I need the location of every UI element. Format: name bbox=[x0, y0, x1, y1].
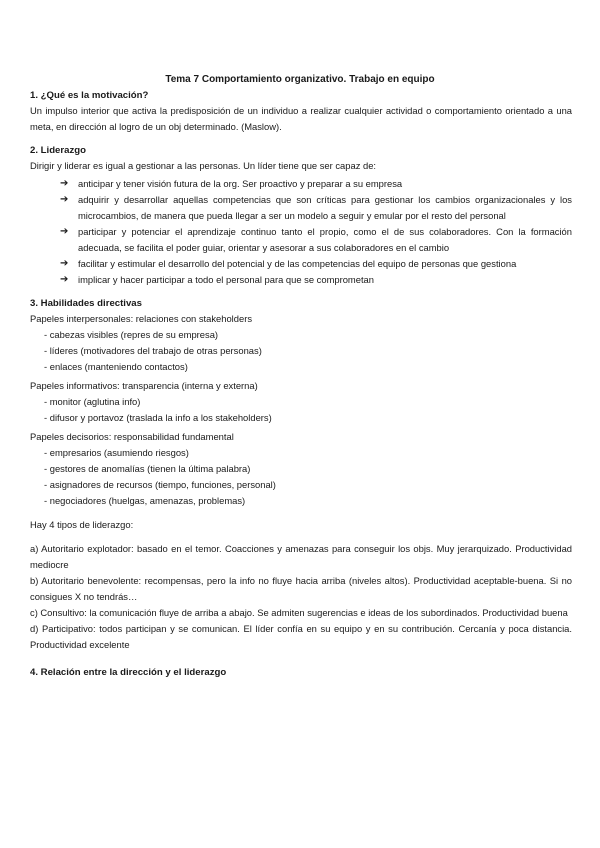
leadership-type-a: a) Autoritario explotador: basado en el temor. Coacciones y amenazas para conseguir los objs. Muy jerarquizado. Productividad mediocre bbox=[30, 543, 572, 570]
section-4-heading: 4. Relación entre la dirección y el liderazgo bbox=[30, 667, 227, 678]
list-item: - gestores de anomalías (tienen la última palabra) bbox=[44, 463, 251, 474]
list-item: - negociadores (huelgas, amenazas, problemas) bbox=[44, 495, 246, 506]
list-item: - cabezas visibles (repres de su empresa) bbox=[44, 329, 219, 340]
list-item: - enlaces (manteniendo contactos) bbox=[44, 361, 188, 372]
section-2-intro: Dirigir y liderar es igual a gestionar a las personas. Un líder tiene que ser capaz de: bbox=[30, 160, 377, 171]
interpersonal-roles-label: Papeles interpersonales: relaciones con stakeholders bbox=[30, 313, 253, 324]
section-3-heading: 3. Habilidades directivas bbox=[30, 298, 142, 309]
decision-roles-label: Papeles decisorios: responsabilidad fundamental bbox=[30, 431, 234, 442]
interpersonal-roles-list bbox=[30, 327, 572, 375]
decision-roles-list bbox=[30, 445, 572, 509]
document-title: Tema 7 Comportamiento organizativo. Trabajo en equipo bbox=[165, 74, 435, 85]
arrow-icon: ➔ bbox=[60, 258, 69, 269]
list-item: ➔ adquirir y desarrollar aquellas competencias que son críticas para gestionar los cambios organizacionales y los microcambios, de manera que pueda llegar a ser un modelo a seguir y emular por el resto del personal bbox=[60, 194, 572, 221]
leadership-types-intro: Hay 4 tipos de liderazgo: bbox=[30, 519, 134, 530]
list-item: - líderes (motivadores del trabajo de otras personas) bbox=[44, 345, 262, 356]
leadership-type-c: c) Consultivo: la comunicación fluye de arriba a abajo. Se admiten sugerencias e ideas de los subordinados. Productividad buena bbox=[30, 607, 568, 618]
informative-roles-label: Papeles informativos: transparencia (interna y externa) bbox=[30, 380, 258, 391]
list-item: - difusor y portavoz (traslada la info a los stakeholders) bbox=[44, 412, 272, 423]
leader-abilities-list bbox=[30, 176, 572, 288]
list-item: - empresarios (asumiendo riesgos) bbox=[44, 447, 189, 458]
list-item: ➔ participar y potenciar el aprendizaje continuo tanto el propio, como el de sus colaboradores. Con la formación adecuada, se facilita el poder guiar, orientar y asesorar a sus colaboradores en el cambio bbox=[60, 226, 572, 253]
arrow-icon: ➔ bbox=[60, 194, 69, 205]
list-item: - asignadores de recursos (tiempo, funciones, personal) bbox=[44, 479, 276, 490]
informative-roles-list bbox=[30, 394, 572, 426]
leadership-type-d: d) Participativo: todos participan y se comunican. El líder confía en su equipo y en su contribución. Cercanía y poca distancia. Productividad excelente bbox=[30, 623, 572, 650]
section-1-text: Un impulso interior que activa la predisposición de un individuo a realizar cualquier actividad o comportamiento orientado a una meta, en dirección al logro de un obj determinado. (Maslow). bbox=[30, 105, 572, 132]
list-item: ➔ facilitar y estimular el desarrollo del potencial y de las competencias del equipo de personas que gestiona bbox=[78, 256, 572, 272]
leadership-type-b: b) Autoritario benevolente: recompensas, pero la info no fluye hacia arriba (niveles altos). Productividad aceptable-buena. Si no consigues X no tendrás… bbox=[30, 575, 572, 602]
list-item: ➔ implicar y hacer participar a todo el personal para que se comprometan bbox=[78, 272, 572, 288]
arrow-icon: ➔ bbox=[60, 178, 69, 189]
arrow-icon: ➔ bbox=[60, 274, 69, 285]
document-body bbox=[30, 88, 572, 680]
arrow-icon: ➔ bbox=[60, 226, 69, 237]
list-item: - monitor (aglutina info) bbox=[44, 396, 141, 407]
section-1-heading: 1. ¿Qué es la motivación? bbox=[30, 90, 149, 101]
section-2-heading: 2. Liderazgo bbox=[30, 145, 86, 156]
list-item: ➔ anticipar y tener visión futura de la org. Ser proactivo y preparar a su empresa bbox=[78, 176, 572, 192]
